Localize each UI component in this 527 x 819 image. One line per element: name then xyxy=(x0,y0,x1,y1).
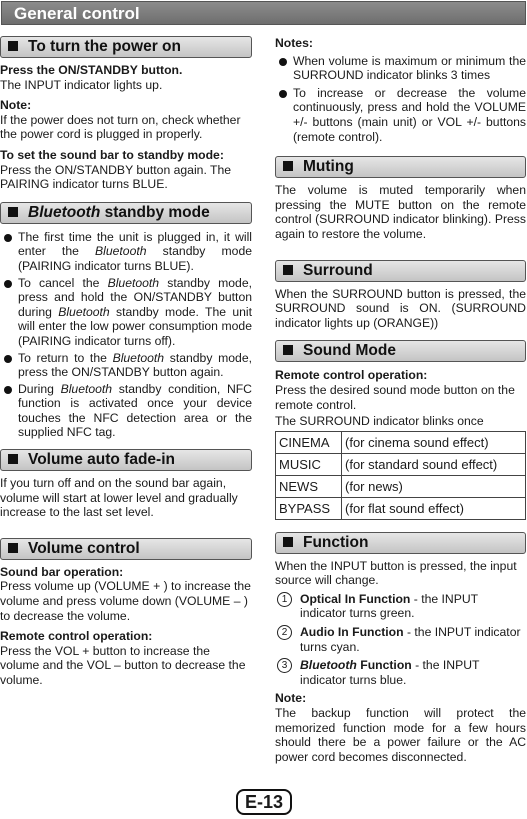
function-intro: When the INPUT button is pressed, the input source will change. xyxy=(275,558,517,588)
left-column xyxy=(0,36,252,688)
chapter-banner: General control xyxy=(1,1,526,25)
section-head-power: To turn the power on xyxy=(0,36,252,58)
fade-in-text: If you turn off and on the sound bar again, volume will start at lower level and gradually increase to the last set level. xyxy=(0,476,238,520)
list-item: When volume is maximum or minimum the SURROUND indicator blinks 3 times xyxy=(275,54,526,83)
circled-number: 1 xyxy=(277,592,292,607)
section-head-fade-in: Volume auto fade-in xyxy=(0,449,252,471)
square-bullet-icon xyxy=(8,454,18,464)
section-head-volume: Volume control xyxy=(0,538,252,560)
square-bullet-icon xyxy=(8,207,18,217)
remote-op-heading: Remote control operation: xyxy=(0,629,153,644)
sound-mode-remote-heading: Remote control operation: xyxy=(275,368,428,383)
list-item: 2 Audio In Function - the INPUT indicator turns cyan. xyxy=(275,625,526,654)
right-column xyxy=(275,36,526,764)
square-bullet-icon xyxy=(283,265,293,275)
square-bullet-icon xyxy=(283,161,293,171)
standby-heading: To set the sound bar to standby mode: xyxy=(0,147,224,162)
bluetooth-list xyxy=(0,230,252,440)
table-row: NEWS (for news) xyxy=(276,475,526,497)
page-number: E-13 xyxy=(236,789,292,815)
sound-mode-blink-text: The SURROUND indicator blinks once xyxy=(275,414,484,429)
function-note: The backup function will protect the memorized function mode for a few hours should there be a power failure or the AC power cord becomes disconnected. xyxy=(275,706,526,764)
surround-text: When the SURROUND button is pressed, the SURROUND sound is ON. (SURROUND indicator lights up (ORANGE)) xyxy=(275,286,526,330)
section-head-function: Function xyxy=(275,532,526,554)
power-note: If the power does not turn on, check whether the power cord is plugged in properly. xyxy=(0,112,241,142)
notes-label: Notes: xyxy=(275,36,313,50)
section-head-muting: Muting xyxy=(275,156,526,178)
standby-text: Press the ON/STANDBY button again. The PAIRING indicator turns BLUE. xyxy=(0,162,232,192)
section-head-sound-mode: Sound Mode xyxy=(275,340,526,362)
table-row: MUSIC (for standard sound effect) xyxy=(276,453,526,475)
remote-op-text: Press the VOL + button to increase the volume and the VOL – button to decrease the volume. xyxy=(0,643,246,687)
square-bullet-icon xyxy=(8,543,18,553)
table-row: BYPASS (for flat sound effect) xyxy=(276,497,526,519)
list-item: 3 Bluetooth Function - the INPUT indicator turns blue. xyxy=(275,658,526,687)
square-bullet-icon xyxy=(283,345,293,355)
table-row: CINEMA (for cinema sound effect) xyxy=(276,431,526,453)
soundbar-op-heading: Sound bar operation: xyxy=(0,564,124,579)
section-head-surround: Surround xyxy=(275,260,526,282)
circled-number: 2 xyxy=(277,625,292,640)
function-note-label: Note: xyxy=(275,691,307,706)
sound-mode-remote-text: Press the desired sound mode button on the remote control. xyxy=(275,382,515,412)
square-bullet-icon xyxy=(8,41,18,51)
list-item: To increase or decrease the volume continuously, press and hold the VOLUME +/- buttons (main unit) or VOL +/- buttons (remote control). xyxy=(275,86,526,144)
list-item: 1 Optical In Function - the INPUT indicator turns green. xyxy=(275,592,526,621)
list-item: To return to the Bluetooth standby mode, press the ON/STANDBY button again. xyxy=(0,351,252,380)
list-item: The first time the unit is plugged in, it will enter the Bluetooth standby mode (PAIRING indicator turns BLUE). xyxy=(0,230,252,274)
square-bullet-icon xyxy=(283,537,293,547)
soundbar-op-text: Press volume up (VOLUME + ) to increase the volume and press volume down (VOLUME – ) to decrease the volume. xyxy=(0,579,251,623)
function-list xyxy=(275,592,526,688)
sound-mode-table xyxy=(275,431,526,520)
notes-list xyxy=(275,54,526,145)
power-result: The INPUT indicator lights up. xyxy=(0,77,163,92)
power-instruction: Press the ON/STANDBY button. xyxy=(0,63,183,77)
section-head-bluetooth: Bluetooth standby mode xyxy=(0,202,252,224)
list-item: During Bluetooth standby condition, NFC function is activated once your device touches the NFC detection area or the supplied NFC tag. xyxy=(0,382,252,440)
list-item: To cancel the Bluetooth standby mode, press and hold the ON/STANDBY button during Bluetooth standby mode. The unit will enter the low power consumption mode (PAIRING indicator turns off). xyxy=(0,276,252,349)
muting-text: The volume is muted temporarily when pressing the MUTE button on the remote control (SURROUND indicator blinking). Press again to restore the volume. xyxy=(275,183,526,241)
circled-number: 3 xyxy=(277,658,292,673)
power-note-label: Note: xyxy=(0,98,32,113)
